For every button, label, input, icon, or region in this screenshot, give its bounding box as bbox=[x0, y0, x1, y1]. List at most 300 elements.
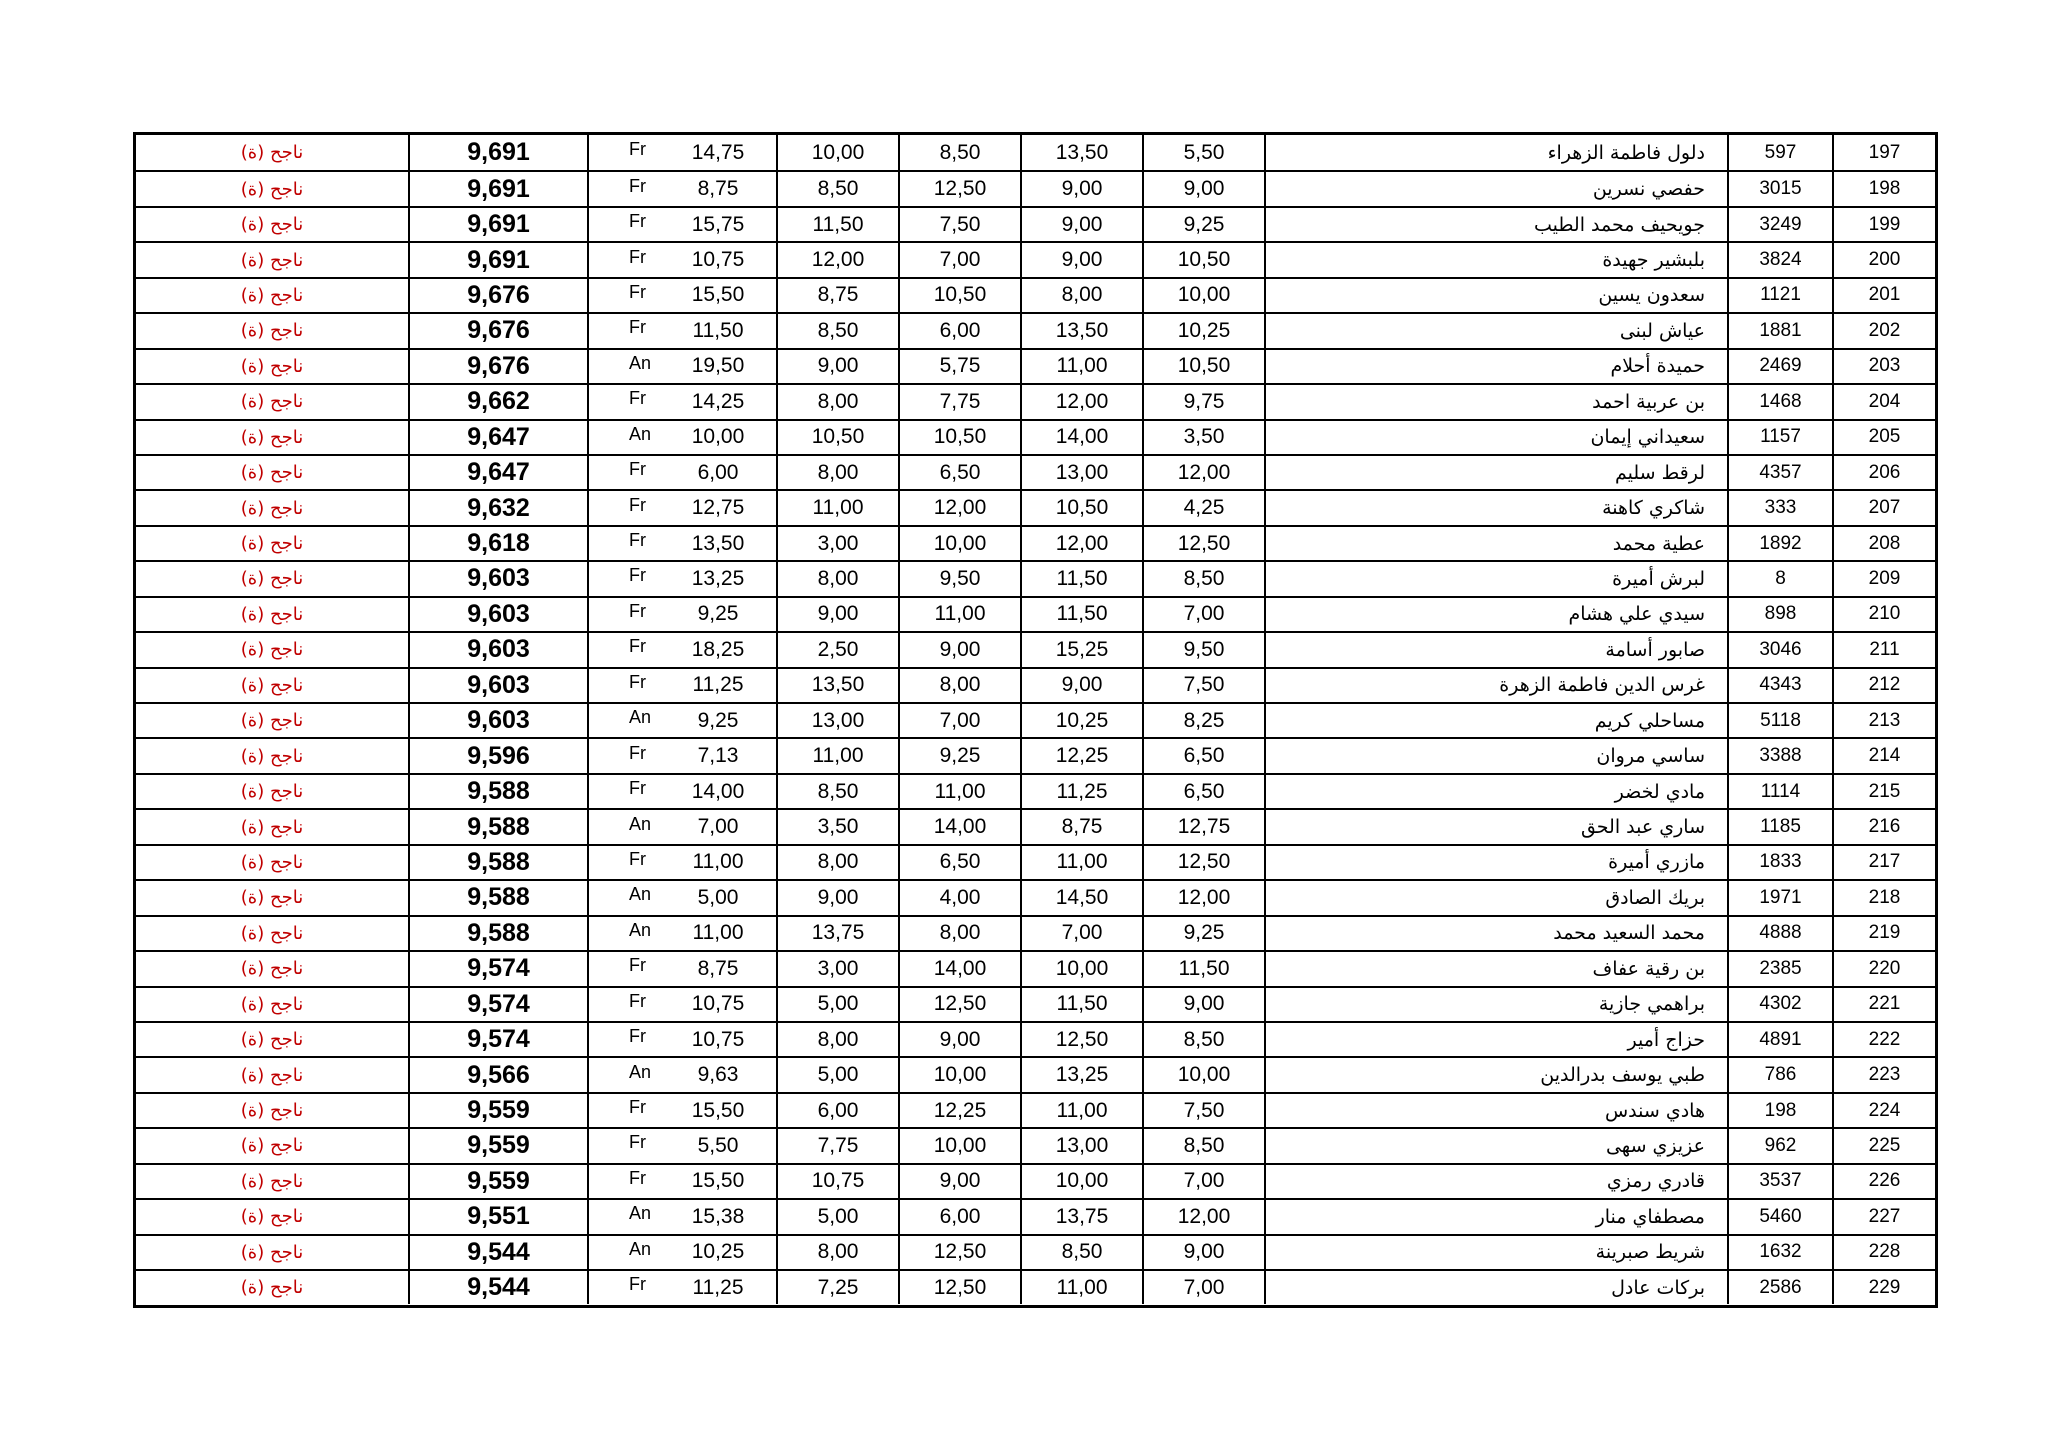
status-cell: ناجح (ة) bbox=[136, 243, 410, 276]
language-grade: 10,75 bbox=[691, 1027, 745, 1051]
rank-cell: 200 bbox=[1868, 249, 1901, 271]
grade-cell: 14,50 bbox=[1022, 881, 1144, 914]
language-grade: 7,13 bbox=[697, 744, 739, 768]
candidate-id-cell: 4302 bbox=[1729, 988, 1834, 1021]
table-row bbox=[136, 879, 1935, 914]
grade-cell: 12,50 bbox=[1144, 846, 1266, 879]
language-code: Fr bbox=[629, 1097, 646, 1118]
grade-cell: 8,50 bbox=[1144, 1129, 1266, 1162]
language-grade: 15,50 bbox=[691, 283, 745, 307]
status-cell: ناجح (ة) bbox=[136, 1236, 410, 1269]
grade-cell: 4,00 bbox=[900, 881, 1022, 914]
grade-cell: 13,50 bbox=[1022, 314, 1144, 347]
grade-cell: 8,50 bbox=[900, 135, 1022, 170]
language-grade: 9,25 bbox=[697, 602, 739, 626]
status-cell: ناجح (ة) bbox=[136, 421, 410, 454]
grade-cell: 5,50 bbox=[1144, 135, 1266, 170]
language-code: Fr bbox=[629, 281, 646, 302]
average-cell: 9,588 bbox=[410, 775, 589, 808]
rank-cell: 227 bbox=[1868, 1205, 1901, 1227]
language-code: Fr bbox=[629, 848, 646, 869]
name-cell: مادي لخضر bbox=[1266, 775, 1729, 808]
grade-cell: 7,25 bbox=[778, 1271, 900, 1304]
status-cell: ناجح (ة) bbox=[136, 314, 410, 347]
rank-cell: 198 bbox=[1868, 178, 1901, 200]
table-row bbox=[136, 667, 1935, 702]
grade-cell: 8,00 bbox=[778, 846, 900, 879]
candidate-id-cell: 8 bbox=[1729, 562, 1834, 595]
rank-cell: 215 bbox=[1868, 780, 1901, 802]
name-cell: سعيداني إيمان bbox=[1266, 421, 1729, 454]
results-table bbox=[133, 132, 1938, 1308]
language-grade: 15,75 bbox=[691, 212, 745, 236]
language-grade-cell bbox=[589, 598, 778, 631]
grade-cell: 6,00 bbox=[900, 1200, 1022, 1233]
grade-cell: 11,50 bbox=[1022, 598, 1144, 631]
language-grade-cell bbox=[589, 421, 778, 454]
table-row bbox=[136, 383, 1935, 418]
candidate-id-cell: 1892 bbox=[1729, 527, 1834, 560]
language-code: Fr bbox=[629, 530, 646, 551]
name-cell: لبرش أميرة bbox=[1266, 562, 1729, 595]
average-cell: 9,588 bbox=[410, 810, 589, 843]
grade-cell: 5,00 bbox=[778, 1200, 900, 1233]
language-grade-cell bbox=[589, 775, 778, 808]
average-cell: 9,676 bbox=[410, 314, 589, 347]
grade-cell: 8,00 bbox=[778, 385, 900, 418]
status-cell: ناجح (ة) bbox=[136, 1165, 410, 1198]
language-grade: 15,50 bbox=[691, 1098, 745, 1122]
rank-cell: 225 bbox=[1868, 1134, 1901, 1156]
grade-cell: 8,00 bbox=[778, 456, 900, 489]
rank-cell: 222 bbox=[1868, 1028, 1901, 1050]
grade-cell: 13,00 bbox=[1022, 456, 1144, 489]
grade-cell: 8,50 bbox=[778, 775, 900, 808]
language-grade: 7,00 bbox=[697, 815, 739, 839]
status-cell: ناجح (ة) bbox=[136, 1129, 410, 1162]
table-row bbox=[136, 773, 1935, 808]
table-row bbox=[136, 986, 1935, 1021]
rank-cell: 213 bbox=[1868, 709, 1901, 731]
status-cell: ناجح (ة) bbox=[136, 846, 410, 879]
name-cell: حميدة أحلام bbox=[1266, 350, 1729, 383]
average-cell: 9,647 bbox=[410, 421, 589, 454]
grade-cell: 9,75 bbox=[1144, 385, 1266, 418]
grade-cell: 10,00 bbox=[1144, 1058, 1266, 1091]
table-row bbox=[136, 489, 1935, 524]
grade-cell: 10,50 bbox=[1022, 491, 1144, 524]
status-cell: ناجح (ة) bbox=[136, 669, 410, 702]
grade-cell: 7,00 bbox=[1022, 917, 1144, 950]
grade-cell: 9,00 bbox=[1144, 988, 1266, 1021]
grade-cell: 6,00 bbox=[900, 314, 1022, 347]
average-cell: 9,603 bbox=[410, 562, 589, 595]
average-cell: 9,559 bbox=[410, 1094, 589, 1127]
grade-cell: 13,75 bbox=[778, 917, 900, 950]
name-cell: قادري رمزي bbox=[1266, 1165, 1729, 1198]
grade-cell: 13,00 bbox=[778, 704, 900, 737]
language-grade: 11,50 bbox=[692, 318, 744, 342]
rank-cell: 210 bbox=[1868, 603, 1901, 625]
status-cell: ناجح (ة) bbox=[136, 562, 410, 595]
language-code: Fr bbox=[629, 742, 646, 763]
table-row bbox=[136, 808, 1935, 843]
name-cell: هادي سندس bbox=[1266, 1094, 1729, 1127]
language-code: Fr bbox=[629, 1132, 646, 1153]
language-code: Fr bbox=[629, 565, 646, 586]
grade-cell: 9,00 bbox=[778, 881, 900, 914]
language-code: Fr bbox=[629, 317, 646, 338]
grade-cell: 14,00 bbox=[900, 810, 1022, 843]
language-grade-cell bbox=[589, 527, 778, 560]
table-row bbox=[136, 1163, 1935, 1198]
grade-cell: 7,75 bbox=[778, 1129, 900, 1162]
average-cell: 9,691 bbox=[410, 172, 589, 205]
grade-cell: 7,00 bbox=[900, 704, 1022, 737]
candidate-id-cell: 5118 bbox=[1729, 704, 1834, 737]
grade-cell: 8,75 bbox=[1022, 810, 1144, 843]
grade-cell: 12,50 bbox=[900, 988, 1022, 1021]
language-code: An bbox=[629, 352, 652, 373]
grade-cell: 12,00 bbox=[900, 491, 1022, 524]
name-cell: مازري أميرة bbox=[1266, 846, 1729, 879]
rank-cell: 203 bbox=[1868, 355, 1901, 377]
grade-cell: 7,00 bbox=[900, 243, 1022, 276]
grade-cell: 5,75 bbox=[900, 350, 1022, 383]
grade-cell: 11,50 bbox=[778, 208, 900, 241]
grade-cell: 8,50 bbox=[778, 314, 900, 347]
average-cell: 9,676 bbox=[410, 279, 589, 312]
grade-cell: 9,25 bbox=[1144, 917, 1266, 950]
grade-cell: 8,00 bbox=[778, 562, 900, 595]
grade-cell: 13,75 bbox=[1022, 1200, 1144, 1233]
rank-cell: 223 bbox=[1868, 1064, 1901, 1086]
grade-cell: 7,50 bbox=[900, 208, 1022, 241]
language-code: Fr bbox=[629, 246, 646, 267]
status-cell: ناجح (ة) bbox=[136, 208, 410, 241]
name-cell: بن رقية عفاف bbox=[1266, 952, 1729, 985]
language-code: An bbox=[629, 1203, 652, 1224]
grade-cell: 7,00 bbox=[1144, 1271, 1266, 1304]
language-code: Fr bbox=[629, 778, 646, 799]
status-cell: ناجح (ة) bbox=[136, 1271, 410, 1304]
table-row bbox=[136, 631, 1935, 666]
language-grade-cell bbox=[589, 846, 778, 879]
grade-cell: 7,75 bbox=[900, 385, 1022, 418]
candidate-id-cell: 1121 bbox=[1729, 279, 1834, 312]
grade-cell: 10,00 bbox=[778, 135, 900, 170]
average-cell: 9,691 bbox=[410, 208, 589, 241]
candidate-id-cell: 3249 bbox=[1729, 208, 1834, 241]
language-grade-cell bbox=[589, 739, 778, 772]
candidate-id-cell: 333 bbox=[1729, 491, 1834, 524]
status-cell: ناجح (ة) bbox=[136, 952, 410, 985]
candidate-id-cell: 3388 bbox=[1729, 739, 1834, 772]
grade-cell: 10,25 bbox=[1022, 704, 1144, 737]
grade-cell: 9,50 bbox=[1144, 633, 1266, 666]
table-row bbox=[136, 170, 1935, 205]
language-grade: 11,25 bbox=[692, 1275, 744, 1299]
table-row bbox=[136, 312, 1935, 347]
candidate-id-cell: 1833 bbox=[1729, 846, 1834, 879]
grade-cell: 9,00 bbox=[1022, 208, 1144, 241]
status-cell: ناجح (ة) bbox=[136, 385, 410, 418]
status-cell: ناجح (ة) bbox=[136, 172, 410, 205]
rank-cell: 199 bbox=[1868, 213, 1901, 235]
grade-cell: 3,50 bbox=[778, 810, 900, 843]
language-grade-cell bbox=[589, 1094, 778, 1127]
candidate-id-cell: 1971 bbox=[1729, 881, 1834, 914]
rank-cell: 224 bbox=[1868, 1099, 1901, 1121]
candidate-id-cell: 786 bbox=[1729, 1058, 1834, 1091]
grade-cell: 10,50 bbox=[778, 421, 900, 454]
grade-cell: 5,00 bbox=[778, 988, 900, 1021]
candidate-id-cell: 4357 bbox=[1729, 456, 1834, 489]
grade-cell: 4,25 bbox=[1144, 491, 1266, 524]
candidate-id-cell: 4888 bbox=[1729, 917, 1834, 950]
table-row bbox=[136, 241, 1935, 276]
table-row bbox=[136, 596, 1935, 631]
grade-cell: 11,00 bbox=[1022, 1094, 1144, 1127]
grade-cell: 7,50 bbox=[1144, 669, 1266, 702]
grade-cell: 10,00 bbox=[1022, 952, 1144, 985]
status-cell: ناجح (ة) bbox=[136, 881, 410, 914]
name-cell: بركات عادل bbox=[1266, 1271, 1729, 1304]
status-cell: ناجح (ة) bbox=[136, 350, 410, 383]
rank-cell: 212 bbox=[1868, 674, 1901, 696]
average-cell: 9,574 bbox=[410, 1023, 589, 1056]
average-cell: 9,544 bbox=[410, 1271, 589, 1304]
rank-cell: 201 bbox=[1868, 284, 1901, 306]
name-cell: بن عربية احمد bbox=[1266, 385, 1729, 418]
language-code: Fr bbox=[629, 955, 646, 976]
language-grade: 9,63 bbox=[697, 1063, 739, 1087]
average-cell: 9,603 bbox=[410, 704, 589, 737]
grade-cell: 7,00 bbox=[1144, 598, 1266, 631]
candidate-id-cell: 2385 bbox=[1729, 952, 1834, 985]
name-cell: سعدون يسين bbox=[1266, 279, 1729, 312]
language-grade-cell bbox=[589, 1165, 778, 1198]
rank-cell: 202 bbox=[1868, 319, 1901, 341]
table-row bbox=[136, 454, 1935, 489]
grade-cell: 9,25 bbox=[1144, 208, 1266, 241]
grade-cell: 8,00 bbox=[778, 1023, 900, 1056]
grade-cell: 8,50 bbox=[1022, 1236, 1144, 1269]
grade-cell: 12,00 bbox=[1022, 385, 1144, 418]
rank-cell: 217 bbox=[1868, 851, 1901, 873]
rank-cell: 206 bbox=[1868, 461, 1901, 483]
rank-cell: 229 bbox=[1868, 1276, 1901, 1298]
table-row bbox=[136, 737, 1935, 772]
grade-cell: 10,00 bbox=[900, 527, 1022, 560]
grade-cell: 7,00 bbox=[1144, 1165, 1266, 1198]
language-grade-cell bbox=[589, 1236, 778, 1269]
grade-cell: 8,25 bbox=[1144, 704, 1266, 737]
average-cell: 9,566 bbox=[410, 1058, 589, 1091]
language-grade-cell bbox=[589, 917, 778, 950]
language-grade-cell bbox=[589, 491, 778, 524]
rank-cell: 228 bbox=[1868, 1241, 1901, 1263]
grade-cell: 12,75 bbox=[1144, 810, 1266, 843]
average-cell: 9,603 bbox=[410, 669, 589, 702]
language-grade-cell bbox=[589, 1129, 778, 1162]
name-cell: غرس الدين فاطمة الزهرة bbox=[1266, 669, 1729, 702]
status-cell: ناجح (ة) bbox=[136, 704, 410, 737]
candidate-id-cell: 2586 bbox=[1729, 1271, 1834, 1304]
average-cell: 9,588 bbox=[410, 846, 589, 879]
rank-cell: 219 bbox=[1868, 922, 1901, 944]
grade-cell: 9,00 bbox=[900, 1165, 1022, 1198]
average-cell: 9,676 bbox=[410, 350, 589, 383]
grade-cell: 9,00 bbox=[1144, 172, 1266, 205]
language-grade: 13,50 bbox=[691, 531, 745, 555]
average-cell: 9,544 bbox=[410, 1236, 589, 1269]
language-grade: 10,75 bbox=[691, 248, 745, 272]
table-row bbox=[136, 1127, 1935, 1162]
language-grade: 10,00 bbox=[691, 425, 745, 449]
table-row bbox=[136, 525, 1935, 560]
language-grade-cell bbox=[589, 1271, 778, 1304]
grade-cell: 6,00 bbox=[778, 1094, 900, 1127]
language-grade-cell bbox=[589, 279, 778, 312]
language-grade: 10,75 bbox=[691, 992, 745, 1016]
rank-cell: 209 bbox=[1868, 567, 1901, 589]
name-cell: شريط صبرينة bbox=[1266, 1236, 1729, 1269]
grade-cell: 9,00 bbox=[1144, 1236, 1266, 1269]
candidate-id-cell: 3537 bbox=[1729, 1165, 1834, 1198]
grade-cell: 10,00 bbox=[900, 1058, 1022, 1091]
candidate-id-cell: 4343 bbox=[1729, 669, 1834, 702]
grade-cell: 2,50 bbox=[778, 633, 900, 666]
name-cell: لرقط سليم bbox=[1266, 456, 1729, 489]
average-cell: 9,618 bbox=[410, 527, 589, 560]
candidate-id-cell: 198 bbox=[1729, 1094, 1834, 1127]
grade-cell: 10,50 bbox=[900, 279, 1022, 312]
status-cell: ناجح (ة) bbox=[136, 917, 410, 950]
language-code: An bbox=[629, 1238, 652, 1259]
grade-cell: 7,50 bbox=[1144, 1094, 1266, 1127]
average-cell: 9,691 bbox=[410, 135, 589, 170]
grade-cell: 11,00 bbox=[778, 491, 900, 524]
name-cell: طبي يوسف بدرالدين bbox=[1266, 1058, 1729, 1091]
average-cell: 9,662 bbox=[410, 385, 589, 418]
language-grade: 11,00 bbox=[692, 850, 744, 874]
language-grade: 14,00 bbox=[691, 779, 745, 803]
language-grade-cell bbox=[589, 704, 778, 737]
table-row bbox=[136, 702, 1935, 737]
rank-cell: 197 bbox=[1868, 141, 1901, 163]
language-grade-cell bbox=[589, 385, 778, 418]
language-code: Fr bbox=[629, 494, 646, 515]
grade-cell: 8,00 bbox=[900, 669, 1022, 702]
grade-cell: 12,25 bbox=[900, 1094, 1022, 1127]
language-grade: 14,75 bbox=[691, 140, 745, 164]
table-row bbox=[136, 206, 1935, 241]
language-grade: 14,25 bbox=[691, 389, 745, 413]
language-grade: 19,50 bbox=[691, 354, 745, 378]
grade-cell: 10,50 bbox=[900, 421, 1022, 454]
rank-cell: 207 bbox=[1868, 497, 1901, 519]
rank-cell: 205 bbox=[1868, 426, 1901, 448]
status-cell: ناجح (ة) bbox=[136, 739, 410, 772]
grade-cell: 9,25 bbox=[900, 739, 1022, 772]
language-grade: 13,25 bbox=[691, 566, 745, 590]
average-cell: 9,691 bbox=[410, 243, 589, 276]
grade-cell: 9,00 bbox=[778, 350, 900, 383]
name-cell: مصطفاي منار bbox=[1266, 1200, 1729, 1233]
language-grade: 18,25 bbox=[691, 637, 745, 661]
grade-cell: 14,00 bbox=[900, 952, 1022, 985]
grade-cell: 12,00 bbox=[1144, 881, 1266, 914]
average-cell: 9,574 bbox=[410, 988, 589, 1021]
rank-cell: 221 bbox=[1868, 993, 1901, 1015]
average-cell: 9,596 bbox=[410, 739, 589, 772]
status-cell: ناجح (ة) bbox=[136, 1023, 410, 1056]
name-cell: بريك الصادق bbox=[1266, 881, 1729, 914]
grade-cell: 6,50 bbox=[1144, 739, 1266, 772]
rank-cell: 220 bbox=[1868, 957, 1901, 979]
language-code: Fr bbox=[629, 1026, 646, 1047]
language-grade: 6,00 bbox=[697, 460, 739, 484]
table-row bbox=[136, 348, 1935, 383]
language-grade-cell bbox=[589, 456, 778, 489]
name-cell: بلبشير جهيدة bbox=[1266, 243, 1729, 276]
grade-cell: 8,00 bbox=[778, 1236, 900, 1269]
language-grade-cell bbox=[589, 314, 778, 347]
name-cell: ساسي مروان bbox=[1266, 739, 1729, 772]
language-code: Fr bbox=[629, 990, 646, 1011]
language-code: Fr bbox=[629, 388, 646, 409]
name-cell: صابور أسامة bbox=[1266, 633, 1729, 666]
grade-cell: 10,25 bbox=[1144, 314, 1266, 347]
table-row bbox=[136, 950, 1935, 985]
average-cell: 9,603 bbox=[410, 598, 589, 631]
candidate-id-cell: 2469 bbox=[1729, 350, 1834, 383]
language-grade: 5,00 bbox=[697, 885, 739, 909]
status-cell: ناجح (ة) bbox=[136, 1094, 410, 1127]
language-grade-cell bbox=[589, 1200, 778, 1233]
language-grade-cell bbox=[589, 988, 778, 1021]
grade-cell: 12,50 bbox=[1022, 1023, 1144, 1056]
grade-cell: 13,50 bbox=[778, 669, 900, 702]
grade-cell: 13,00 bbox=[1022, 1129, 1144, 1162]
rank-cell: 218 bbox=[1868, 886, 1901, 908]
table-row bbox=[136, 1021, 1935, 1056]
rank-cell: 211 bbox=[1869, 638, 1900, 660]
language-grade-cell bbox=[589, 172, 778, 205]
table-row bbox=[136, 135, 1935, 170]
grade-cell: 12,25 bbox=[1022, 739, 1144, 772]
grade-cell: 8,00 bbox=[1022, 279, 1144, 312]
language-grade-cell bbox=[589, 669, 778, 702]
average-cell: 9,559 bbox=[410, 1129, 589, 1162]
grade-cell: 8,75 bbox=[778, 279, 900, 312]
grade-cell: 3,50 bbox=[1144, 421, 1266, 454]
grade-cell: 11,00 bbox=[1022, 350, 1144, 383]
grade-cell: 10,50 bbox=[1144, 350, 1266, 383]
name-cell: براهمي جازية bbox=[1266, 988, 1729, 1021]
average-cell: 9,574 bbox=[410, 952, 589, 985]
language-grade: 15,50 bbox=[691, 1169, 745, 1193]
language-grade-cell bbox=[589, 881, 778, 914]
status-cell: ناجح (ة) bbox=[136, 775, 410, 808]
language-grade: 8,75 bbox=[697, 956, 739, 980]
status-cell: ناجح (ة) bbox=[136, 527, 410, 560]
grade-cell: 8,00 bbox=[900, 917, 1022, 950]
language-grade-cell bbox=[589, 208, 778, 241]
language-code: Fr bbox=[629, 671, 646, 692]
candidate-id-cell: 4891 bbox=[1729, 1023, 1834, 1056]
